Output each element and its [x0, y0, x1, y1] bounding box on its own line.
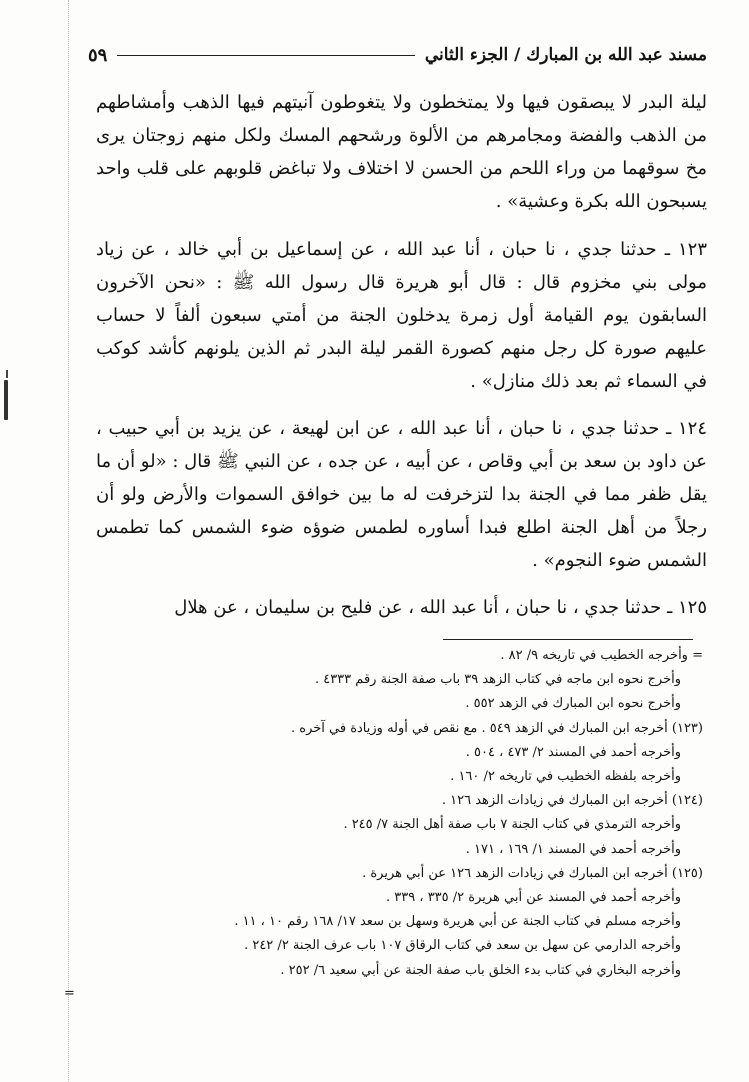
- footnote-line: وأخرجه مسلم في كتاب الجنة عن أبي هريرة وسهل بن سعد ١٧/ ١٦٨ رقم ١٠ ، ١١ .: [234, 914, 681, 930]
- footnote-line: (١٢٥) أخرجه ابن المبارك في زيادات الزهد ١٢٦ عن أبي هريرة .: [362, 865, 703, 881]
- footnote-separator: [443, 639, 693, 640]
- margin-dot: [6, 370, 8, 378]
- running-header: [88, 38, 707, 72]
- footnote-line: وأخرجه البخاري في كتاب بدء الخلق باب صفة الجنة عن أبي سعيد ٦/ ٢٥٢ .: [280, 962, 681, 978]
- footnote-line: (١٢٤) أخرجه ابن المبارك في زيادات الزهد ١٢٦ .: [441, 793, 703, 809]
- margin-equals-mark: =: [64, 986, 75, 1001]
- page-edge-line: [68, 0, 69, 1082]
- footnote-line: (١٢٣) أخرجه ابن المبارك في الزهد ٥٤٩ . مع نقص في أوله وزيادة في آخره .: [291, 720, 703, 736]
- footnote-line: وأخرج نحوه ابن المبارك في الزهد ٥٥٢ .: [465, 696, 681, 712]
- header-rule: [117, 55, 415, 56]
- footnote-line: وأخرجه أحمد في المسند ٢/ ٤٧٣ ، ٥٠٤ .: [465, 744, 681, 760]
- footnote-line: وأخرجه أحمد في المسند ١/ ١٦٩ ، ١٧١ .: [465, 841, 681, 857]
- main-text: [96, 86, 707, 638]
- paragraph-hadith-125: ١٢٥ ـ حدثنا جدي ، نا حبان ، أنا عبد الله ، عن فليح بن سليمان ، عن هلال: [174, 597, 707, 618]
- footnote-line: = وأخرجه الخطيب في تاريخه ٩/ ٨٢ .: [500, 648, 703, 663]
- paragraph-continuation: ليلة البدر لا يبصقون فيها ولا يمتخطون ولا يتغوطون آنيتهم فيها الذهب وأمشاطهم من الذهب والفضة ومجامرهم من الألوة ورشحهم المسك ولكل منهم زوجتان يرى مخ سوقهما من وراء اللحم من الحسن لا اختلاف ولا تباغض قلوبهم على قلب واحد يسبحون الله بكرة وعشية» .: [96, 92, 707, 212]
- footnote-line: وأخرجه بلفظه الخطيب في تاريخه ٢/ ١٦٠ .: [450, 769, 681, 785]
- paragraph-hadith-123: ١٢٣ ـ حدثنا جدي ، نا حبان ، أنا عبد الله ، عن إسماعيل بن أبي خالد ، عن زياد مولى بني مخزوم قال : قال أبو هريرة قال رسول الله ﷺ : «نحن الآخرون السابقون يوم القيامة أول زمرة يدخلون الجنة من أمتي سبعون ألفاً لا حساب عليهم صورة كل رجل منهم كصورة القمر ليلة البدر ثم الذين يلونهم كأشد كوكب في السماء ثم بعد ذلك منازل» .: [96, 239, 707, 392]
- footnotes: [180, 644, 705, 983]
- margin-ink-mark: [4, 380, 8, 420]
- footnote-line: وأخرجه الدارمي عن سهل بن سعد في كتاب الرقاق ١٠٧ باب عرف الجنة ٢/ ٢٤٢ .: [244, 938, 681, 954]
- header-title: مسند عبد الله بن المبارك / الجزء الثاني: [424, 45, 707, 65]
- footnote-line: وأخرج نحوه ابن ماجه في كتاب الزهد ٣٩ باب صفة الجنة رقم ٤٣٣٣ .: [314, 672, 681, 688]
- page-number: ٥٩: [88, 44, 108, 66]
- paragraph-hadith-124: ١٢٤ ـ حدثنا جدي ، نا حبان ، أنا عبد الله ، عن ابن لهيعة ، عن يزيد بن أبي حبيب ، عن داود بن سعد بن أبي وقاص ، عن أبيه ، عن جده ، عن النبي ﷺ قال : «لو أن ما يقل ظفر مما في الجنة بدا لتزخرفت له ما بين خوافق السموات والأرض ولو أن رجلاً من أهل الجنة اطلع فبدا أساوره لطمس ضوؤه ضوء الشمس كما تطمس الشمس ضوء النجوم» .: [96, 418, 707, 571]
- footnote-line: وأخرجه أحمد في المسند عن أبي هريرة ٢/ ٣٣٥ ، ٣٣٩ .: [386, 890, 681, 906]
- footnote-line: وأخرجه الترمذي في كتاب الجنة ٧ باب صفة أهل الجنة ٧/ ٢٤٥ .: [343, 817, 681, 833]
